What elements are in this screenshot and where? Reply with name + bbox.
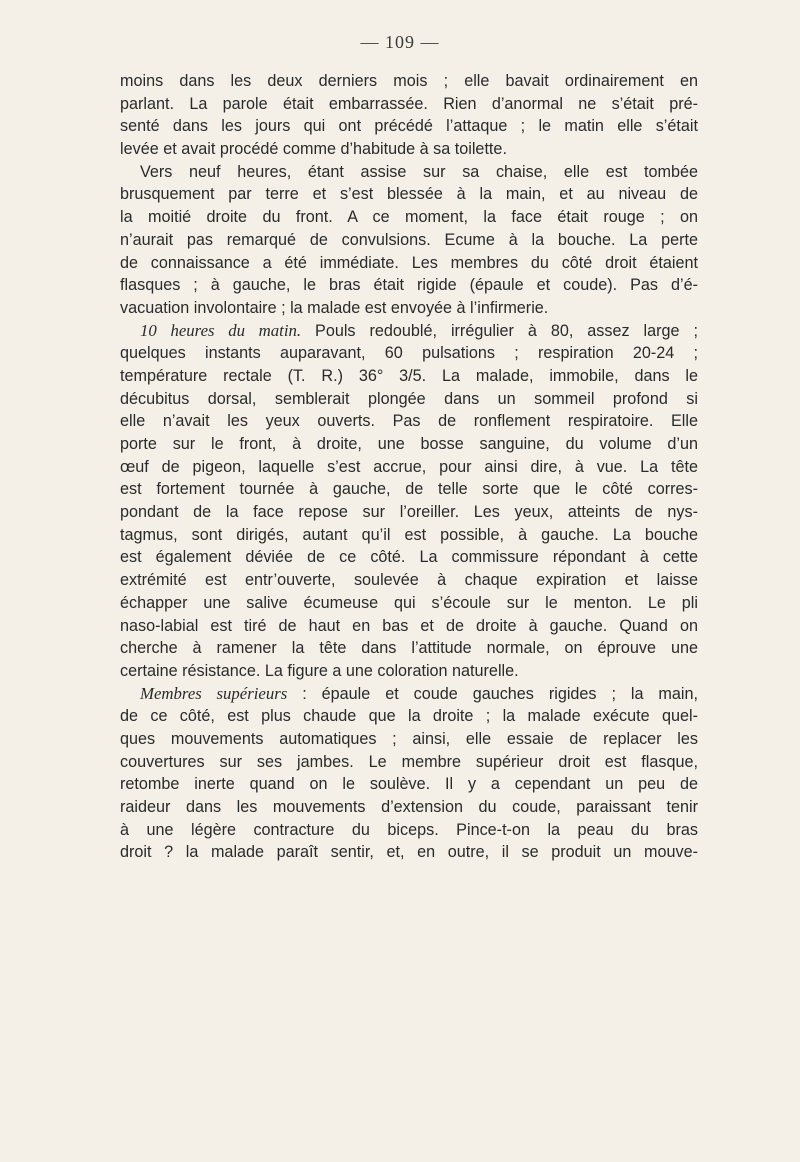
- text-line-with-heading: [120, 320, 698, 343]
- text-line: tagmus, sont dirigés, autant qu’il est possible, à gauche. La bouche: [120, 525, 698, 544]
- text-line: de ce côté, est plus chaude que la droite ; la malade exécute quel-: [120, 707, 698, 726]
- text-line: couvertures sur ses jambes. Le membre supérieur droit est flasque,: [120, 752, 698, 771]
- text-line: naso-labial est tiré de haut en bas et de droite à gauche. Quand on: [120, 616, 698, 635]
- heading-line-rest: : épaule et coude gauches rigides ; la main,: [287, 684, 698, 703]
- text-line: senté dans les jours qui ont précédé l’attaque ; le matin elle s’était: [120, 117, 698, 136]
- heading-line-rest: Pouls redoublé, irrégulier à 80, assez large ;: [301, 321, 698, 340]
- text-line: certaine résistance. La figure a une coloration naturelle.: [120, 661, 519, 680]
- text-line: cherche à ramener la tête dans l’attitude normale, on éprouve une: [120, 639, 698, 658]
- text-line: droit ? la malade paraît sentir, et, en outre, il se produit un mouve-: [120, 843, 698, 862]
- text-line: pondant de la face repose sur l’oreiller. Les yeux, atteints de nys-: [120, 503, 698, 522]
- text-line: de connaissance a été immédiate. Les membres du côté droit étaient: [120, 253, 698, 272]
- text-line: à une légère contracture du biceps. Pince-t-on la peau du bras: [120, 820, 698, 839]
- text-line: la moitié droite du front. A ce moment, la face était rouge ; on: [120, 208, 698, 227]
- text-line: porte sur le front, à droite, une bosse sanguine, du volume d’un: [120, 435, 698, 453]
- text-line: est fortement tournée à gauche, de telle sorte que le côté corres-: [120, 480, 698, 499]
- text-line: moins dans les deux derniers mois ; elle bavait ordinairement en: [120, 72, 698, 90]
- body-text: [120, 70, 698, 864]
- text-line: œuf de pigeon, laquelle s’est accrue, pour ainsi dire, à vue. La tête: [120, 457, 698, 476]
- text-line: est également déviée de ce côté. La commissure répondant à cette: [120, 548, 698, 567]
- text-line: flasques ; à gauche, le bras était rigide (épaule et coude). Pas d’é-: [120, 276, 698, 295]
- italic-heading: Membres supérieurs: [140, 683, 288, 703]
- text-line-with-heading: [120, 683, 698, 706]
- page-number: — 109 —: [360, 32, 440, 52]
- text-line: parlant. La parole était embarrassée. Rien d’anormal ne s’était pré-: [120, 94, 698, 113]
- text-line: vacuation involontaire ; la malade est envoyée à l’infirmerie.: [120, 298, 549, 317]
- text-line: quelques instants auparavant, 60 pulsations ; respiration 20-24 ;: [120, 344, 698, 363]
- text-line: décubitus dorsal, semblerait plongée dans un sommeil profond si: [120, 389, 698, 408]
- italic-heading: 10 heures du matin.: [140, 320, 302, 340]
- text-line: brusquement par terre et s’est blessée à la main, et au niveau de: [120, 185, 698, 204]
- text-line: retombe inerte quand on le soulève. Il y a cependant un peu de: [120, 775, 698, 794]
- text-line: température rectale (T. R.) 36° 3/5. La malade, immobile, dans le: [120, 366, 698, 385]
- text-line: échapper une salive écumeuse qui s’écoule sur le menton. Le pli: [120, 593, 698, 612]
- text-line: ques mouvements automatiques ; ainsi, elle essaie de replacer les: [120, 729, 698, 748]
- text-line: raideur dans les mouvements d’extension du coude, paraissant tenir: [120, 798, 698, 816]
- text-line: elle n’avait les yeux ouverts. Pas de ronflement respiratoire. Elle: [120, 412, 698, 431]
- text-line: levée et avait procédé comme d’habitude à sa toilette.: [120, 140, 507, 159]
- text-line: Vers neuf heures, étant assise sur sa chaise, elle est tombée: [140, 162, 698, 181]
- text-line: extrémité est entr’ouverte, soulevée à chaque expiration et laisse: [120, 571, 698, 590]
- text-line: n’aurait pas remarqué de convulsions. Ecume à la bouche. La perte: [120, 230, 698, 249]
